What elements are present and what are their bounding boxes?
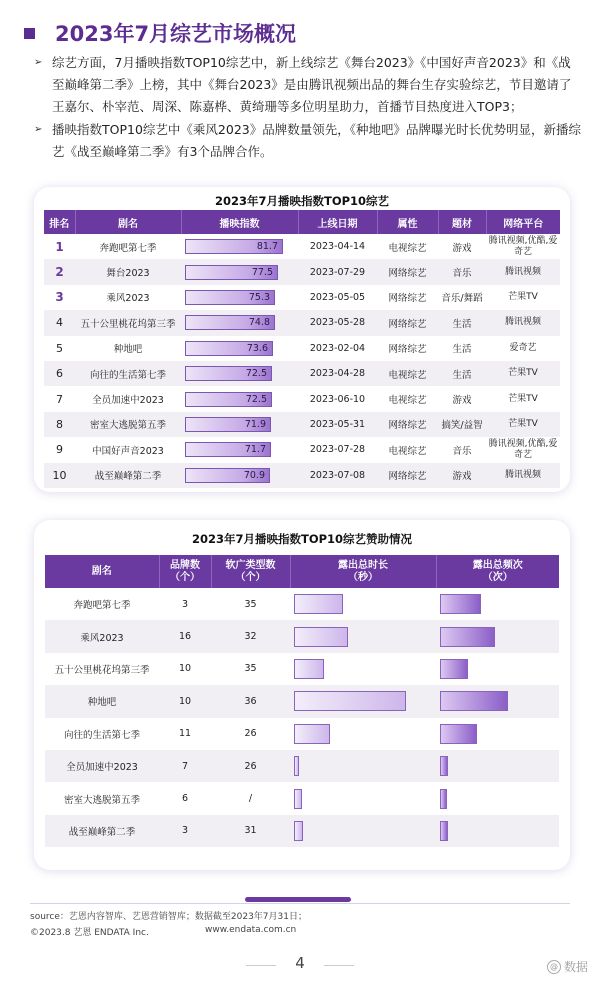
col-name-header: 剧名 [75,210,181,234]
platform-cell: 腾讯视频 [486,463,560,488]
brand-count-cell: 3 [181,598,189,610]
show-name-cell: 乘风2023 [45,620,159,652]
page-number-line-left [246,965,276,966]
ad-type-count-cell: 35 [244,598,257,610]
index-cell [181,234,298,259]
col-brands-header: 品牌数 （个） [159,555,211,588]
frequency-bar [440,756,448,776]
platform-cell: 腾讯视频 [486,259,560,284]
frequency-cell [436,782,559,814]
rank-cell: 3 [55,290,64,305]
date-cell: 2023-05-05 [309,291,366,303]
table-row [44,361,560,386]
index-bar [185,341,273,356]
date-cell: 2023-05-28 [298,310,377,335]
table1-title: 2023年7月播映指数TOP10综艺 [214,194,390,208]
table-row [44,463,560,488]
table2-header-row [45,555,559,588]
rank-cell: 1 [55,239,64,254]
genre-cell: 音乐 [438,259,486,284]
table-row [44,412,560,437]
brand-count-cell: 6 [181,793,189,805]
bullet-text: 播映指数TOP10综艺中《乘风2023》品牌数量领先，《种地吧》品牌曝光时长优势明显，新播综艺《战至巅峰第二季》有3个品牌合作。 [52,122,581,159]
footer-divider [30,903,570,904]
date-cell: 2023-04-28 [298,361,377,386]
bullet-item [34,119,582,163]
bullet-item [34,52,582,118]
brand-count-cell: 10 [178,663,192,675]
index-bar [185,265,278,280]
duration-cell [290,750,436,782]
platform-cell: 芒果TV [486,412,560,437]
index-bar [185,442,271,457]
col-platform-header: 网络平台 [486,210,560,234]
frequency-bar [440,724,477,744]
page-header [24,18,296,48]
duration-bar [294,691,406,711]
top10-index-card [34,187,570,492]
rank-cell: 9 [56,443,63,457]
col-types-header: 软广类型数 （个） [211,555,290,588]
show-name-cell: 中国好声音2023 [92,445,164,457]
table-row [45,750,559,782]
index-value: 74.8 [248,317,270,329]
index-value: 77.5 [251,266,273,278]
index-bar [185,239,283,254]
rank-cell: 5 [56,341,63,355]
attr-cell: 网络综艺 [377,412,438,437]
genre-cell: 游戏 [452,242,472,254]
show-name-cell: 战至巅峰第二季 [75,463,181,488]
duration-bar [294,627,348,647]
duration-bar [294,659,324,679]
frequency-cell [436,685,559,717]
date-cell: 2023-07-28 [309,444,366,456]
frequency-bar [440,821,448,841]
show-name-cell: 密室大逃脱第五季 [75,412,181,437]
index-cell [181,463,298,488]
brand-count-cell: 11 [178,728,192,740]
index-value: 75.3 [248,291,270,303]
rank-cell: 7 [56,392,63,406]
source-note: source：艺恩内容智库、艺恩营销智库；数据截至2023年7月31日； [30,912,307,922]
duration-cell [290,718,436,750]
attr-cell: 网络综艺 [377,259,438,284]
table-row [44,259,560,284]
table-row [44,336,560,361]
duration-cell [290,685,436,717]
show-name-cell: 向往的生活第七季 [75,361,181,386]
page-title: 2023年7月综艺市场概况 [55,22,297,46]
index-value: 71.9 [244,418,266,430]
watermark-text: 数据 [563,960,588,974]
index-cell [181,285,298,310]
index-value: 71.7 [244,444,266,456]
show-name-cell: 全员加速中2023 [92,395,164,407]
rank-cell: 8 [44,412,75,437]
col-duration-header: 露出总时长 （秒） [290,555,436,588]
platform-cell: 腾讯视频,优酷,爱奇艺 [488,438,558,460]
date-cell: 2023-06-10 [309,393,366,405]
col-date-header: 上线日期 [298,210,377,234]
col-rank-header: 排名 [44,210,75,234]
show-name-cell: 舞台2023 [75,259,181,284]
brand-count-cell: 16 [159,620,211,652]
platform-cell: 芒果TV [508,393,538,404]
duration-bar [294,821,303,841]
frequency-bar [440,594,481,614]
index-bar [185,366,272,381]
page-indicator-bar [245,897,351,902]
show-name-cell: 种地吧 [45,685,159,717]
duration-bar [294,789,302,809]
duration-cell [290,782,436,814]
genre-cell: 游戏 [452,395,472,407]
ad-type-count-cell: 35 [244,663,257,675]
table2-title: 2023年7月播映指数TOP10综艺赞助情况 [191,532,413,546]
frequency-bar [440,789,447,809]
date-cell: 2023-07-08 [298,463,377,488]
table-row [44,310,560,335]
table-row [44,437,560,462]
index-bar [185,315,275,330]
index-cell [181,386,298,411]
table-row [45,782,559,814]
sponsorship-card [34,520,570,870]
frequency-cell [436,588,559,620]
index-value: 72.5 [245,393,267,405]
title-square-icon [24,28,35,39]
show-name-cell: 种地吧 [113,344,143,356]
index-cell [181,336,298,361]
rank-cell: 10 [44,463,75,488]
date-cell: 2023-04-14 [309,241,366,253]
arrow-bullet-icon: ➢ [34,124,43,135]
attr-cell: 网络综艺 [377,463,438,488]
summary-bullets [34,52,582,164]
frequency-bar [440,691,508,711]
brand-count-cell: 3 [159,815,211,847]
table-row [45,685,559,717]
genre-cell: 音乐/舞蹈 [441,293,483,305]
genre-cell: 生活 [452,344,472,356]
ad-type-count-cell: 26 [244,728,257,740]
genre-cell: 生活 [438,361,486,386]
duration-cell [290,588,436,620]
index-value: 81.7 [256,241,278,253]
ad-type-count-cell: 36 [211,685,290,717]
attr-cell: 电视综艺 [377,361,438,386]
table-row [44,234,560,259]
attr-cell: 网络综艺 [388,293,427,305]
frequency-cell [436,815,559,847]
col-index-header: 播映指数 [181,210,298,234]
index-bar [185,392,272,407]
table-row [45,620,559,652]
platform-cell: 腾讯视频,优酷,爱奇艺 [488,235,558,257]
table-row [44,285,560,310]
show-name-cell: 五十公里桃花坞第三季 [75,310,181,335]
attr-cell: 电视综艺 [388,395,427,407]
date-cell: 2023-07-29 [298,259,377,284]
show-name-cell: 向往的生活第七季 [63,729,140,741]
date-cell: 2023-05-31 [298,412,377,437]
col-show-header: 剧名 [45,555,159,588]
duration-cell [290,815,436,847]
sponsorship-table [45,555,559,847]
duration-bar [294,724,330,744]
duration-bar [294,594,343,614]
attr-cell: 电视综艺 [388,242,427,254]
ad-type-count-cell: 32 [211,620,290,652]
attr-cell: 网络综艺 [388,344,427,356]
arrow-bullet-icon: ➢ [34,57,43,68]
table1-header-row [44,210,560,234]
index-value: 73.6 [246,342,268,354]
bullet-text: 综艺方面，7月播映指数TOP10综艺中，新上线综艺《舞台2023》《中国好声音2023》和《战至巅峰第二季》上榜，其中《舞台2023》是由腾讯视频出品的舞台生存实验综艺，节目邀请了王嘉尔、朴宰范、周深、陈嘉桦、黄绮珊等多位明星助力，首播节目热度进入TOP3； [52,55,572,114]
duration-cell [290,653,436,685]
show-name-cell: 全员加速中2023 [45,750,159,782]
watermark [547,958,588,975]
brand-count-cell: 10 [159,685,211,717]
index-bar [185,290,275,305]
platform-cell: 芒果TV [486,361,560,386]
show-name-cell: 乘风2023 [106,293,150,305]
watermark-logo-icon: @ [547,960,561,974]
frequency-cell [436,653,559,685]
index-cell [181,412,298,437]
table-row [45,588,559,620]
genre-cell: 音乐 [452,445,472,457]
rank-cell: 2 [44,259,75,284]
index-bar [185,468,270,483]
platform-cell: 芒果TV [508,291,538,302]
attr-cell: 网络综艺 [377,310,438,335]
top10-index-table [44,210,560,488]
duration-bar [294,756,299,776]
frequency-cell [436,620,559,652]
show-name-cell: 密室大逃脱第五季 [63,794,140,806]
genre-cell: 生活 [438,310,486,335]
show-name-cell: 奔跑吧第七季 [99,242,157,254]
genre-cell: 游戏 [438,463,486,488]
index-cell [181,361,298,386]
col-genre-header: 题材 [438,210,486,234]
col-frequency-header: 露出总频次 （次） [436,555,559,588]
table-row [45,653,559,685]
table-row [45,815,559,847]
copyright-text: ©2023.8 艺恩 ENDATA Inc. [30,928,149,938]
rank-cell: 6 [44,361,75,386]
date-cell: 2023-02-04 [309,342,366,354]
brand-count-cell: 7 [159,750,211,782]
frequency-cell [436,750,559,782]
ad-type-count-cell: 26 [211,750,290,782]
website-link[interactable]: www.endata.com.cn [205,925,297,935]
ad-type-count-cell: 31 [211,815,290,847]
duration-cell [290,620,436,652]
index-cell [181,259,298,284]
platform-cell: 腾讯视频 [486,310,560,335]
index-value: 70.9 [243,469,265,481]
table-row [44,386,560,411]
frequency-bar [440,659,468,679]
frequency-bar [440,627,495,647]
page-number-line-right [324,965,354,966]
show-name-cell: 奔跑吧第七季 [73,600,131,612]
show-name-cell: 五十公里桃花坞第三季 [54,664,150,676]
ad-type-count-cell: / [248,793,253,805]
index-value: 72.5 [245,368,267,380]
page-number: 4 [295,954,305,972]
show-name-cell: 战至巅峰第二季 [45,815,159,847]
index-bar [185,417,271,432]
attr-cell: 电视综艺 [388,445,427,457]
index-cell [181,310,298,335]
rank-cell: 4 [44,310,75,335]
frequency-cell [436,718,559,750]
col-attr-header: 属性 [377,210,438,234]
genre-cell: 搞笑/益智 [438,412,486,437]
table-row [45,718,559,750]
platform-cell: 爱奇艺 [509,342,537,353]
index-cell [181,437,298,462]
